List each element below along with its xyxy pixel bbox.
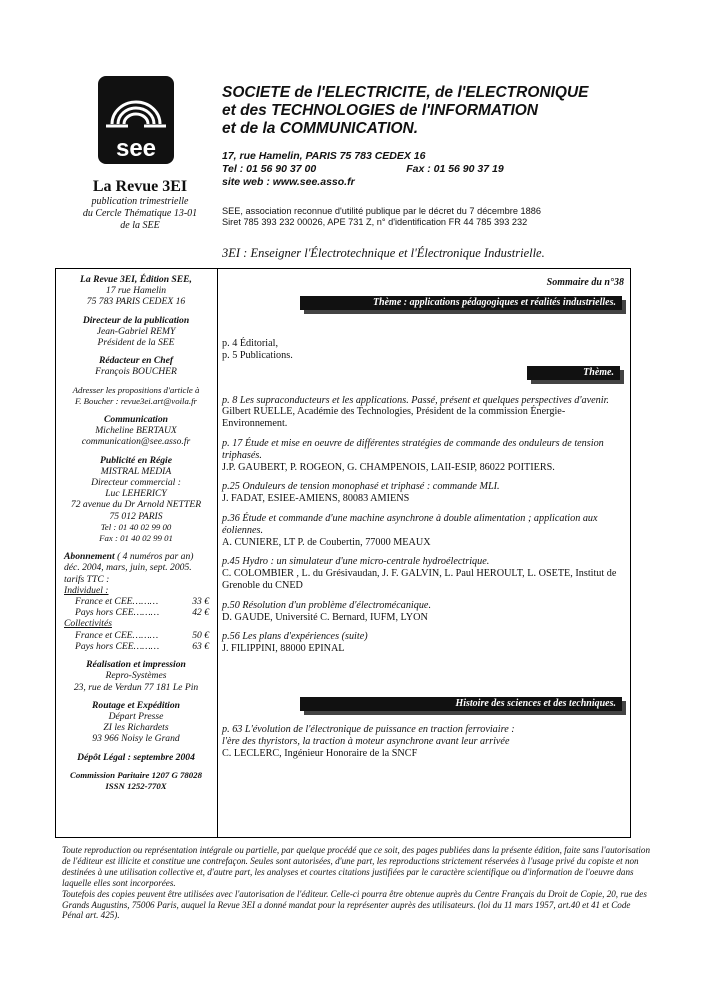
toc-authors: D. GAUDE, Université C. Bernard, IUFM, LYON [222,611,428,623]
issue-number: Sommaire du n°38 [546,277,624,288]
advertising-address: 75 012 PARIS [109,510,163,522]
revue-subtitle: du Cercle Thématique 13-01 [82,208,198,219]
notice-paragraph: Toutefois des copies peuvent être utilisées avec l'autorisation de l'éditeur. Celle-ci pourra être obtenue auprès du Centre Français du Droit de Copie, 20, rue des Grands Augustins, 75006 Paris, auquel la Revue 3EI a donné mandat pour la représenter auprès des utilisateurs. (loi du 11 mars 1957, art.40 et 41 et Code Pénal art. 425). [62,888,647,921]
toc-authors: J. FILIPPINI, 88000 EPINAL [222,643,345,655]
theme-band-label: Thème : applications pédagogiques et réalités industrielles. [300,296,622,310]
issn: ISSN 1252-770X [105,780,167,791]
commission-number: Commission Paritaire 1207 G 78028 [70,769,202,780]
toc-entry[interactable] [222,556,624,591]
advertising-director: Directeur commercial : [91,477,181,489]
toc-authors: Gilbert RUELLE, Académie des Technologies, Président de la commission Énergie-Environnement. [222,406,566,430]
subscription-tarifs: tarifs TTC : [64,573,110,585]
routing-name: Départ Presse [108,710,164,722]
toc-item[interactable]: p. 5 Publications. [222,349,293,361]
copyright-notice [62,845,652,921]
edition: La Revue 3EI, Édition SEE, [80,274,192,285]
advertising-tel: Tel : 01 40 02 99 00 [100,521,172,532]
routing-heading: Routage et Expédition [92,699,180,711]
siret-line: Siret 785 393 232 00026, APE 731 Z, n° d'identification FR 44 785 393 232 [222,217,528,227]
toc-authors: C. COLOMBIER , L. du Grésivaudan, J. F. GALVIN, L. Paul HEROULT, L. OSETE, Institut de Grenoble du CNED [222,568,617,591]
motto: 3EI : Enseigner l'Électrotechnique et l'Électronique Industrielle. [222,246,545,260]
advertising-fax: Fax : 01 40 02 99 01 [99,533,173,544]
collective-heading: Collectivités [64,618,112,630]
theme-band-2 [527,366,620,380]
society-line: et de la COMMUNICATION. [222,120,419,137]
toc-title: p.50 Résolution d'un problème d'électromécanique. [222,599,432,611]
price-row [55,641,217,652]
history-band-label: Histoire des sciences et des techniques. [300,697,622,711]
editor-note: Adresser les propositions d'article à [72,384,200,395]
society-address [222,150,672,189]
price-label: France et CEE……… [75,629,159,641]
director-heading: Directeur de la publication [82,314,190,326]
society-line: SOCIETE de l'ELECTRICITE, de l'ELECTRONIQUE [222,84,589,101]
price-row [55,630,217,641]
toc-entry[interactable] [222,395,624,430]
toc-title: p.45 Hydro : un simulateur d'une micro-centrale hydroélectrique. [222,556,490,568]
routing-address: 93 966 Noisy le Grand [92,733,180,745]
individual-heading: Individuel : [64,584,109,596]
toc-entry[interactable] [222,438,624,473]
society-line: et des TECHNOLOGIES de l'INFORMATION [222,102,539,119]
routing-name: ZI les Richardets [103,722,169,734]
history-entry[interactable] [222,724,624,759]
theme-band-label: Thème. [527,366,620,380]
edition-address: 17 rue Hamelin [105,285,167,297]
toc-title: p. 8 Les supraconducteurs et les applications. Passé, présent et quelques perspectives d'avenir. [222,394,609,406]
toc-title: l'ère des thyristors, la traction à moteur asynchrone avant leur arrivée [222,735,510,747]
association-info [222,206,672,228]
communication-email[interactable]: communication@see.asso.fr [81,436,191,448]
history-band [300,697,622,711]
toc-authors: C. LECLERC, Ingénieur Honoraire de la SNCF [222,747,418,759]
director-role: Président de la SEE [97,337,175,349]
editor-email[interactable]: F. Boucher : revue3ei.art@voila.fr [75,395,197,406]
price-value: 33 € [192,596,209,608]
price-row [55,607,217,618]
subscription-heading: Abonnement [64,551,115,563]
notice-paragraph: Toute reproduction ou représentation intégrale ou partielle, par quelque procédé que ce soit, des pages publiées dans la présente édition, faite sans l'autorisation de l'éditeur est illicite et constitue une contrefaçon. Seules sont autorisées, d'une part, les reproductions strictement réservées à l'usage privé du copiste et non destinées à une utilisation collective et, d'autre part, les analyses et courtes citations justifiées par le caractère scientifique ou d'information de l'oeuvre dans laquelle elles sont incorporées. [62,845,650,888]
price-value: 42 € [192,607,209,619]
advertising-address: 72 avenue du Dr Arnold NETTER [70,499,202,511]
toc-title: p.56 Les plans d'expériences (suite) [222,631,368,643]
subscription-frequency: ( 4 numéros par an) [117,551,194,563]
advertising-company: MISTRAL MEDIA [100,465,172,477]
assoc-line: SEE, association reconnue d'utilité publique par le décret du 7 décembre 1886 [222,206,541,216]
toc-title: p. 63 L'évolution de l'électronique de puissance en traction ferroviaire : [222,724,515,735]
toc-title: p.36 Étude et commande d'une machine asynchrone à double alimentation ; application aux éoliennes. [222,512,598,536]
edition-address: 75 783 PARIS CEDEX 16 [86,296,186,308]
editor-name: François BOUCHER [95,366,177,378]
toc-authors: J. FADAT, ESIEE-AMIENS, 80083 AMIENS [222,493,410,505]
editor-heading: Rédacteur en Chef [98,355,174,367]
printing-heading: Réalisation et impression [86,659,186,671]
toc-entry[interactable] [222,631,624,655]
toc-entry[interactable] [222,600,624,624]
logo-text: see [115,135,157,162]
toc-item[interactable]: p. 4 Éditorial, [222,338,279,349]
toc-title: p.25 Onduleurs de tension monophasé et triphasé : commande MLI. [222,481,500,493]
price-label: France et CEE……… [75,596,159,608]
fax: Fax : 01 56 90 37 19 [406,163,504,175]
toc-title: p. 17 Étude et mise en oeuvre de différentes stratégies de commande des onduleurs de tension triphasés. [222,437,604,461]
masthead-column [55,274,217,792]
column-divider [217,268,218,838]
printing-name: Repro-Systèmes [105,670,167,682]
revue-subtitle: de la SEE [120,220,160,231]
subscription-block [55,551,217,562]
price-label: Pays hors CEE……… [75,640,160,652]
see-logo [98,76,174,164]
price-value: 50 € [192,629,209,641]
legal-deposit: Dépôt Légal : septembre 2004 [77,751,195,763]
table-of-contents [222,338,624,663]
theme-band [300,296,622,310]
toc-entry[interactable] [222,513,624,548]
toc-authors: J.P. GAUBERT, P. ROGEON, G. CHAMPENOIS, LAII-ESIP, 86022 POITIERS. [222,461,555,473]
revue-title: La Revue 3EI [92,178,188,195]
society-name [222,84,692,138]
toc-entry[interactable] [222,481,624,505]
website[interactable]: site web : www.see.asso.fr [222,176,355,188]
revue-subtitle: publication trimestrielle [91,196,189,207]
advertising-heading: Publicité en Régie [100,454,172,466]
price-label: Pays hors CEE……… [75,607,160,619]
communication-heading: Communication [104,414,168,426]
price-value: 63 € [192,640,209,652]
advertising-name: Luc LEHERICY [105,488,167,500]
communication-name: Micheline BERTAUX [95,425,177,437]
subscription-dates: déc. 2004, mars, juin, sept. 2005. [64,562,192,574]
printing-address: 23, rue de Verdun 77 181 Le Pin [73,681,199,693]
director-name: Jean-Gabriel REMY [96,325,176,337]
telephone: Tel : 01 56 90 37 00 [222,163,317,175]
price-row [55,596,217,607]
address-line: 17, rue Hamelin, PARIS 75 783 CEDEX 16 [222,150,426,162]
toc-authors: A. CUNIERE, LT P. de Coubertin, 77000 MEAUX [222,536,431,548]
revue-title-block [55,178,225,232]
omega-icon [98,76,174,164]
